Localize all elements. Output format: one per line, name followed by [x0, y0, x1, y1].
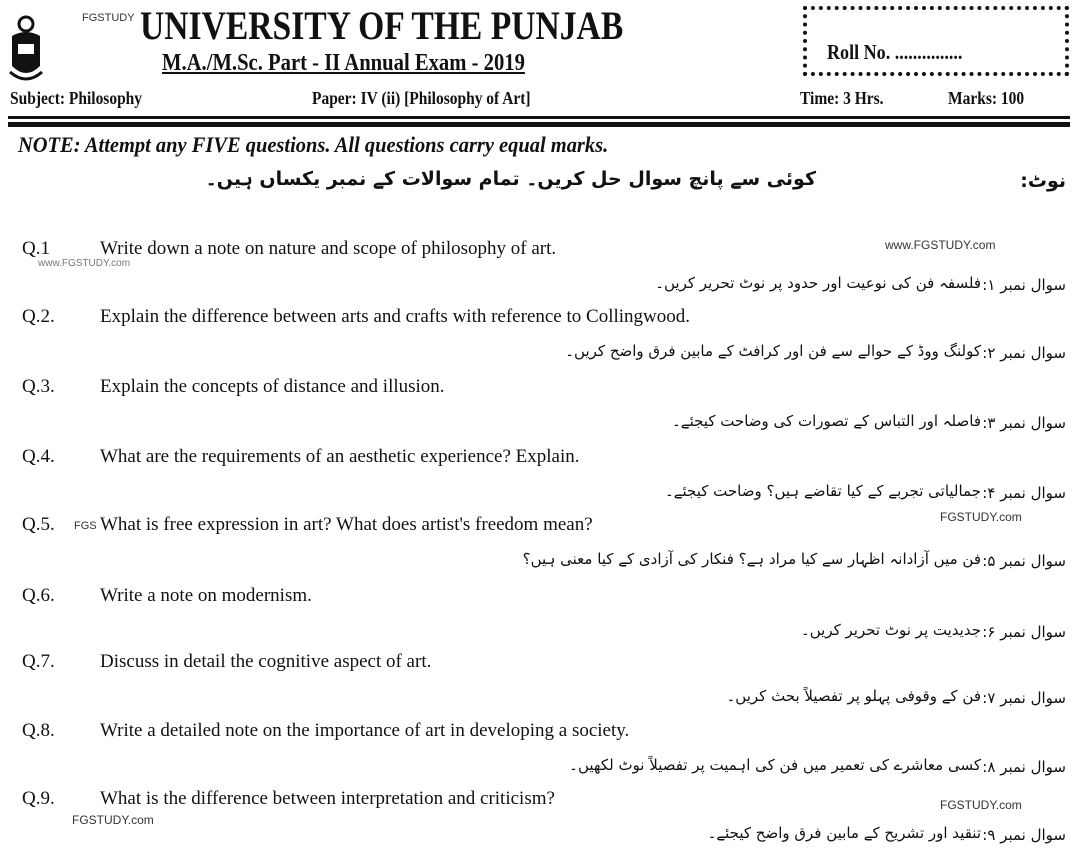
question-number: Q.1 — [22, 238, 50, 259]
watermark: www.FGSTUDY.com — [38, 258, 131, 269]
divider — [8, 116, 1070, 119]
question-number: Q.3. — [22, 376, 55, 397]
question-urdu: فن کے وقوفی پہلو پر تفصیلاً بحث کریں۔ — [726, 687, 981, 705]
watermark: FGSTUDY.com — [940, 798, 1022, 812]
question-urdu: فن میں آزادانہ اظہار سے کیا مراد ہے؟ فنکار کی آزادی کے کیا معنی ہیں؟ — [522, 550, 981, 568]
roll-number-box — [803, 6, 1069, 76]
question-urdu-label: سوال نمبر ۸: — [982, 758, 1066, 776]
question-text: Explain the concepts of distance and illusion. — [100, 376, 445, 397]
question-number: Q.5. — [22, 514, 55, 535]
watermark: FGS — [74, 520, 97, 532]
question-text: What is free expression in art? What does artist's freedom mean? — [100, 514, 593, 535]
note-urdu: کوئی سے پانچ سوال حل کریں۔ تمام سوالات کے نمبر یکساں ہیں۔ — [205, 168, 816, 190]
page-title: UNIVERSITY OF THE PUNJAB — [140, 3, 624, 48]
question-urdu: کولنگ ووڈ کے حوالے سے فن اور کرافٹ کے مابین فرق واضح کریں۔ — [565, 342, 981, 360]
question-text: What are the requirements of an aesthetic experience? Explain. — [100, 446, 580, 467]
question-number: Q.6. — [22, 585, 55, 606]
question-number: Q.7. — [22, 651, 55, 672]
question-text: Write down a note on nature and scope of philosophy of art. — [100, 238, 557, 259]
question-urdu: جدیدیت پر نوٹ تحریر کریں۔ — [800, 621, 981, 639]
question-text: Write a detailed note on the importance of art in developing a society. — [100, 720, 630, 741]
watermark: FGSTUDY.com — [72, 813, 154, 827]
divider — [8, 122, 1070, 127]
note-english: NOTE: Attempt any FIVE questions. All questions carry equal marks. — [18, 132, 609, 157]
question-text: Write a note on modernism. — [100, 585, 312, 606]
watermark: FGSTUDY.com — [940, 510, 1022, 524]
marks: Marks: 100 — [948, 88, 1025, 108]
watermark: FGSTUDY — [82, 12, 135, 24]
question-urdu-label: سوال نمبر ۷: — [982, 689, 1066, 707]
paper: Paper: IV (ii) [Philosophy of Art] — [312, 88, 531, 108]
question-urdu-label: سوال نمبر ۶: — [982, 623, 1066, 641]
question-urdu-label: سوال نمبر ۱: — [982, 276, 1066, 294]
roll-number-label: Roll No. ............... — [827, 40, 963, 64]
question-number: Q.2. — [22, 306, 55, 327]
question-urdu-label: سوال نمبر ۹: — [982, 826, 1066, 844]
question-urdu: کسی معاشرے کی تعمیر میں فن کی اہمیت پر تفصیلاً نوٹ لکھیں۔ — [569, 756, 981, 774]
question-urdu: فاصلہ اور التباس کے تصورات کی وضاحت کیجئے۔ — [672, 412, 981, 430]
watermark: www.FGSTUDY.com — [885, 238, 996, 252]
university-crest-icon — [6, 14, 46, 86]
question-urdu: تنقید اور تشریح کے مابین فرق واضح کیجئے۔ — [707, 824, 981, 842]
question-urdu-label: سوال نمبر ۴: — [982, 484, 1066, 502]
question-number: Q.9. — [22, 788, 55, 809]
question-number: Q.4. — [22, 446, 55, 467]
question-text: What is the difference between interpretation and criticism? — [100, 788, 555, 809]
question-urdu: جمالیاتی تجربے کے کیا تقاضے ہیں؟ وضاحت کیجئے۔ — [664, 482, 981, 500]
question-number: Q.8. — [22, 720, 55, 741]
time: Time: 3 Hrs. — [800, 88, 884, 108]
exam-subtitle: M.A./M.Sc. Part - II Annual Exam - 2019 — [162, 50, 525, 76]
note-urdu-label: نوٹ: — [1020, 170, 1066, 192]
question-text: Explain the difference between arts and crafts with reference to Collingwood. — [100, 306, 691, 327]
question-text: Discuss in detail the cognitive aspect of art. — [100, 651, 432, 672]
question-urdu-label: سوال نمبر ۵: — [982, 552, 1066, 570]
question-urdu-label: سوال نمبر ۳: — [982, 414, 1066, 432]
question-urdu-label: سوال نمبر ۲: — [982, 344, 1066, 362]
subject: Subject: Philosophy — [10, 88, 143, 108]
question-urdu: فلسفہ فن کی نوعیت اور حدود پر نوٹ تحریر کریں۔ — [655, 274, 981, 292]
